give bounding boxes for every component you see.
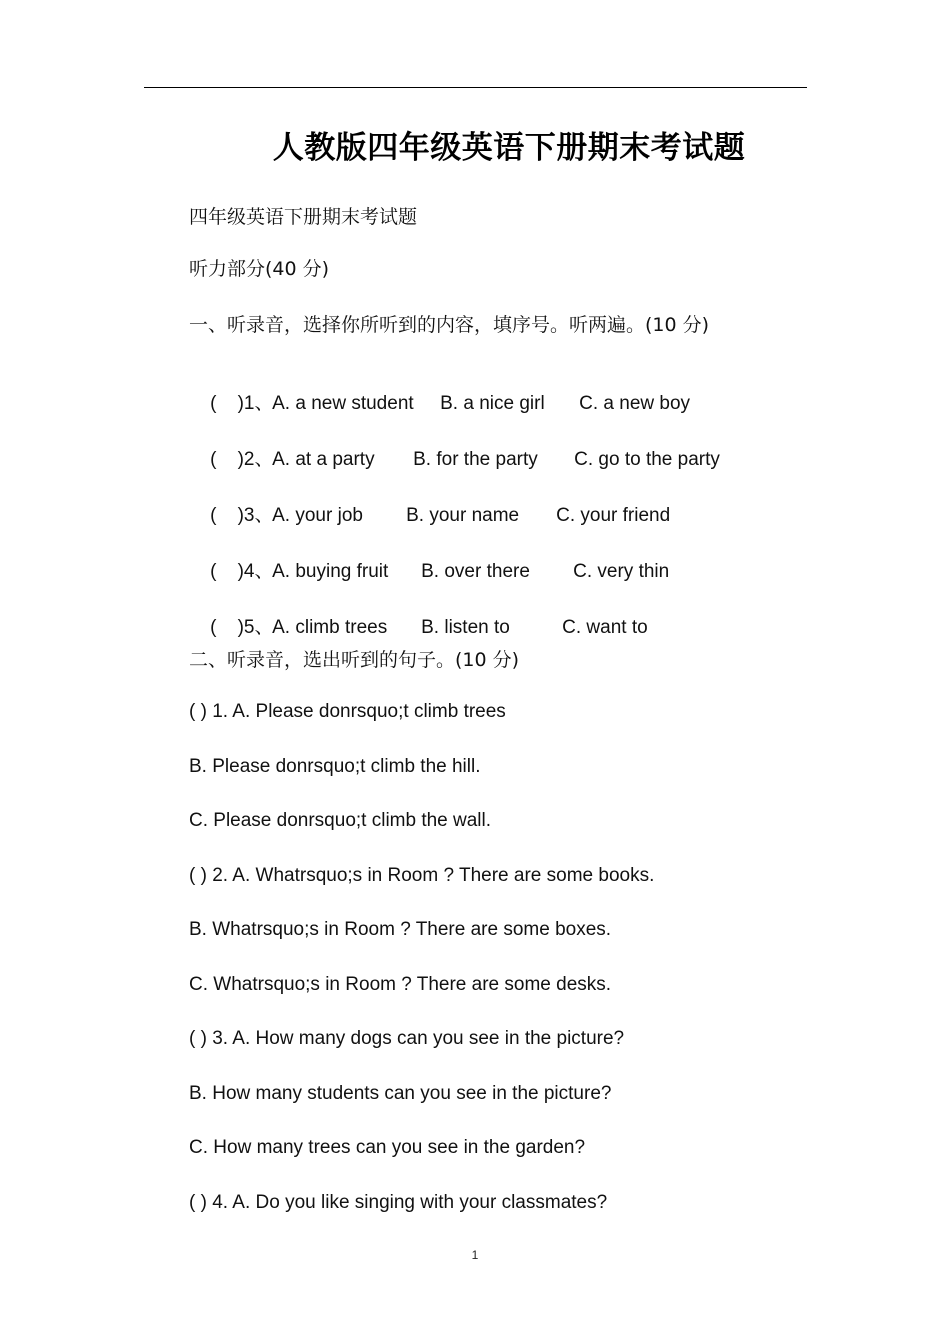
option-c: C. very thin: [573, 561, 670, 582]
option-c: C. your friend: [556, 505, 671, 526]
option-b: B. listen to: [421, 617, 510, 638]
sentence-line: ( ) 3. A. How many dogs can you see in the picture?: [189, 1028, 625, 1049]
sentence-line: B. How many students can you see in the picture?: [189, 1083, 612, 1104]
part1-heading: 一、听录音，选择你所听到的内容，填序号。听两遍。(10 分): [189, 314, 710, 336]
sentence-line: C. Whatrsquo;s in Room ? There are some desks.: [189, 974, 612, 995]
option-c: C. a new boy: [579, 393, 691, 414]
document-title: 人教版四年级英语下册期末考试题: [272, 130, 746, 166]
question-number: ( )1、: [210, 393, 274, 414]
option-c: C. go to the party: [574, 449, 720, 470]
sentence-line: B. Please donrsquo;t climb the hill.: [189, 756, 481, 777]
header-rule: [144, 87, 807, 88]
question-number: ( )3、: [210, 505, 274, 526]
part2-heading: 二、听录音，选出听到的句子。(10 分): [189, 649, 520, 671]
sentence-line: ( ) 1. A. Please donrsquo;t climb trees: [189, 701, 506, 722]
option-b: B. your name: [406, 505, 520, 526]
option-a: A. buying fruit: [272, 561, 389, 582]
sentence-line: B. Whatrsquo;s in Room ? There are some boxes.: [189, 919, 612, 940]
option-c: C. want to: [562, 617, 648, 638]
question-number: ( )4、: [210, 561, 274, 582]
option-b: B. over there: [421, 561, 530, 582]
sentence-line: ( ) 2. A. Whatrsquo;s in Room ? There are some books.: [189, 865, 655, 886]
document-subtitle: 四年级英语下册期末考试题: [189, 206, 418, 228]
option-a: A. a new student: [272, 393, 414, 414]
option-b: B. a nice girl: [440, 393, 545, 414]
sentence-line: C. Please donrsquo;t climb the wall.: [189, 810, 492, 831]
option-a: A. at a party: [272, 449, 375, 470]
option-a: A. climb trees: [272, 617, 388, 638]
sentence-line: ( ) 4. A. Do you like singing with your classmates?: [189, 1192, 608, 1213]
sentence-line: C. How many trees can you see in the garden?: [189, 1137, 586, 1158]
question-number: ( )5、: [210, 617, 274, 638]
section-heading-listening: 听力部分(40 分): [189, 258, 330, 280]
question-number: ( )2、: [210, 449, 274, 470]
option-b: B. for the party: [413, 449, 538, 470]
page-number: 1: [471, 1248, 479, 1262]
option-a: A. your job: [272, 505, 363, 526]
